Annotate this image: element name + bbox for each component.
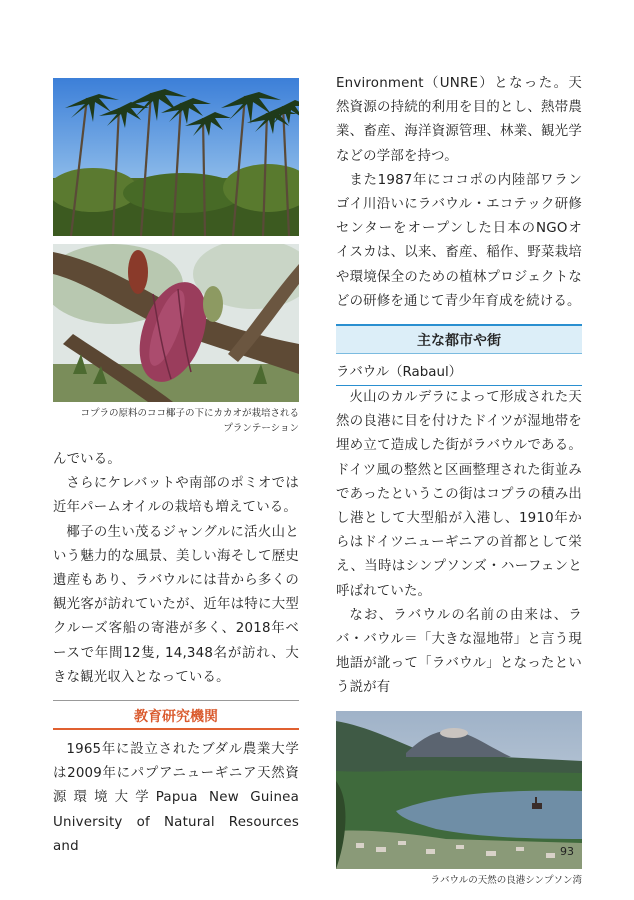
paragraph: Environment（UNRE）となった。天然資源の持続的利用を目的とし、熱帯農業、畜産、海洋資源管理、林業、観光学などの学部を持つ。 xyxy=(336,76,582,164)
cacao-pod-photo xyxy=(53,244,299,402)
photo-caption-harbour: ラバウルの天然の良港シンプソン湾 xyxy=(430,874,582,886)
paragraph: 1965年に設立されたブダル農業大学は2009年にパプアニューギニア天然資源環境大学Papua New Guinea University of Natural Resources and xyxy=(53,742,299,854)
section-heading-title: 主な都市や街 xyxy=(417,333,501,350)
photo-caption-cacao xyxy=(53,406,299,436)
right-column xyxy=(336,72,582,888)
heading-rule-bottom xyxy=(336,353,582,354)
section-heading-title: 教育研究機関 xyxy=(134,709,218,726)
subheading-rabaul: ラバウル（Rabaul） xyxy=(336,362,582,386)
paragraph: 火山のカルデラによって形成された天然の良港に目を付けたドイツが湿地帯を埋め立て造成した街がラバウルである。ドイツ風の整然と区画整理された街並みであったというこの街はコプラの積み出し港として大型船が入港し、1910年からはドイツニューギニアの首都として栄え、当時はシンプソンズ・ハーフェンと呼ばれていた。 xyxy=(336,390,582,599)
left-column xyxy=(53,78,299,859)
simpson-harbour-photo xyxy=(336,711,582,869)
section-heading-cities xyxy=(336,324,582,354)
page-number: 93 xyxy=(560,845,574,858)
paragraph: さらにケレバットや南部のポミオでは近年パームオイルの栽培も増えている。 xyxy=(53,476,299,516)
coconut-palm-photo xyxy=(53,78,299,236)
paragraph: なお、ラバウルの名前の由来は、ラバ・バウル＝「大きな湿地帯」と言う現地語が訛って「ラバウル」となったという説が有 xyxy=(336,607,582,696)
heading-rule-top xyxy=(336,324,582,326)
paragraph: また1987年にココポの内陸部ワランゴイ川沿いにラバウル・エコテック研修センターをオープンした日本のNGOオイスカは、以来、畜産、稲作、野菜栽培や環境保全のための植林プロジェクトなどの研修を通じて青少年育成を続ける。 xyxy=(336,172,582,309)
caption-line-2: プランテーション xyxy=(223,423,299,434)
heading-rule-bottom xyxy=(53,728,299,730)
caption-line-1: コプラの原料のココ椰子の下にカカオが栽培される xyxy=(80,408,299,419)
paragraph: 椰子の生い茂るジャングルに活火山という魅力的な風景、美しい海そして歴史遺産もあり、ラバウルには昔から多くの観光客が訪れていたが、近年は特に大型クルーズ客船の寄港が多く、2018年ベースで年間12隻, 14,348名が訪れ、大きな観光収入となっている。 xyxy=(53,524,299,685)
paragraph: んでいる。 xyxy=(53,452,121,467)
heading-rule-top xyxy=(53,700,299,701)
section-heading-education xyxy=(53,700,299,730)
